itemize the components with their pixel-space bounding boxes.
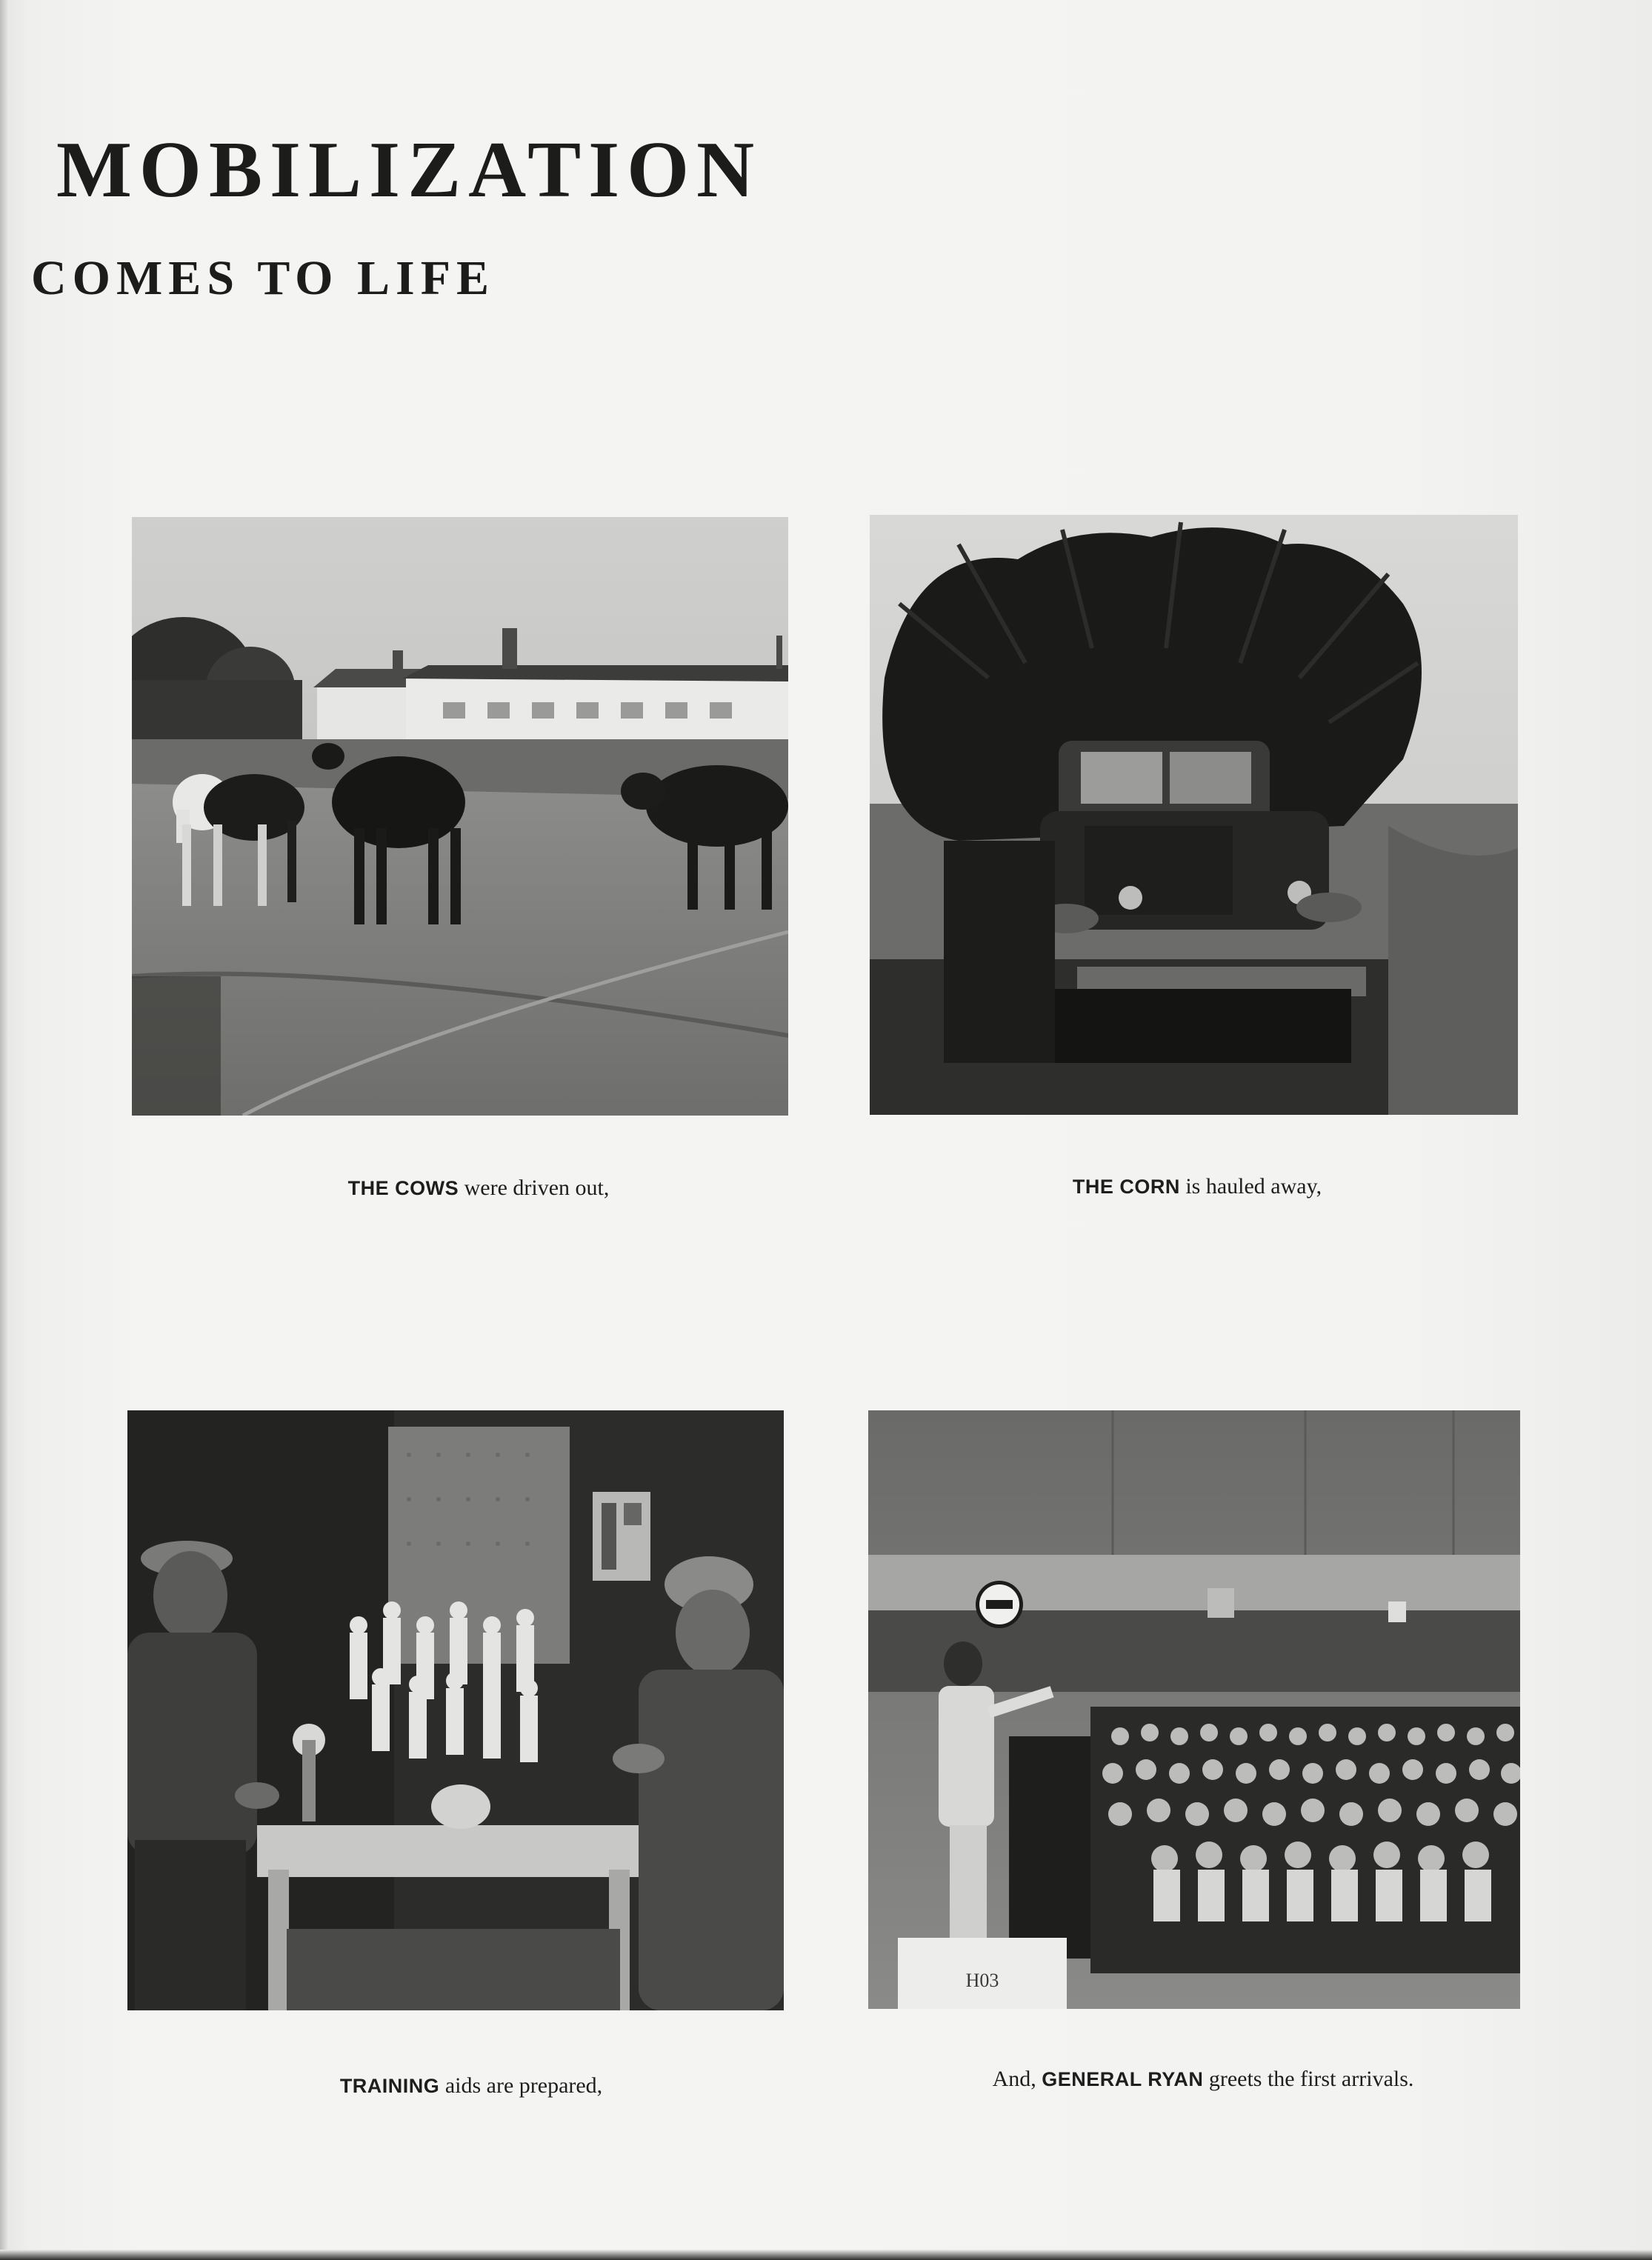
caption-cows-text: were driven out, <box>459 1176 610 1200</box>
photo-general <box>868 1410 1520 2009</box>
photo-cows <box>132 517 788 1116</box>
caption-general <box>870 2067 1536 2092</box>
page-edge <box>0 0 7 2260</box>
caption-corn-lead: THE CORN <box>1072 1176 1180 1198</box>
training-workshop-illustration <box>127 1410 784 2010</box>
caption-training-lead: TRAINING <box>339 2075 440 2097</box>
caption-training-text: aids are prepared, <box>439 2073 603 2098</box>
caption-cows <box>145 1176 812 1201</box>
photo-corn <box>870 515 1518 1115</box>
cows-illustration <box>132 517 788 1116</box>
caption-corn-text: is hauled away, <box>1179 1174 1322 1199</box>
caption-training <box>138 2073 805 2099</box>
auditorium-illustration <box>868 1410 1520 2009</box>
caption-general-lead: GENERAL RYAN <box>1042 2068 1204 2090</box>
page-bottom-edge <box>0 2250 1652 2260</box>
photo-training <box>127 1410 784 2010</box>
caption-general-prefix: And, <box>992 2067 1042 2091</box>
page-subtitle: COMES TO LIFE <box>31 251 496 305</box>
corn-truck-illustration <box>870 515 1518 1115</box>
caption-corn <box>864 1174 1531 1199</box>
chair-number: H03 <box>965 1970 999 1991</box>
page-title: MOBILIZATION <box>56 126 762 214</box>
caption-general-text: greets the first arrivals. <box>1203 2067 1414 2091</box>
caption-cows-lead: THE COWS <box>347 1177 459 1199</box>
